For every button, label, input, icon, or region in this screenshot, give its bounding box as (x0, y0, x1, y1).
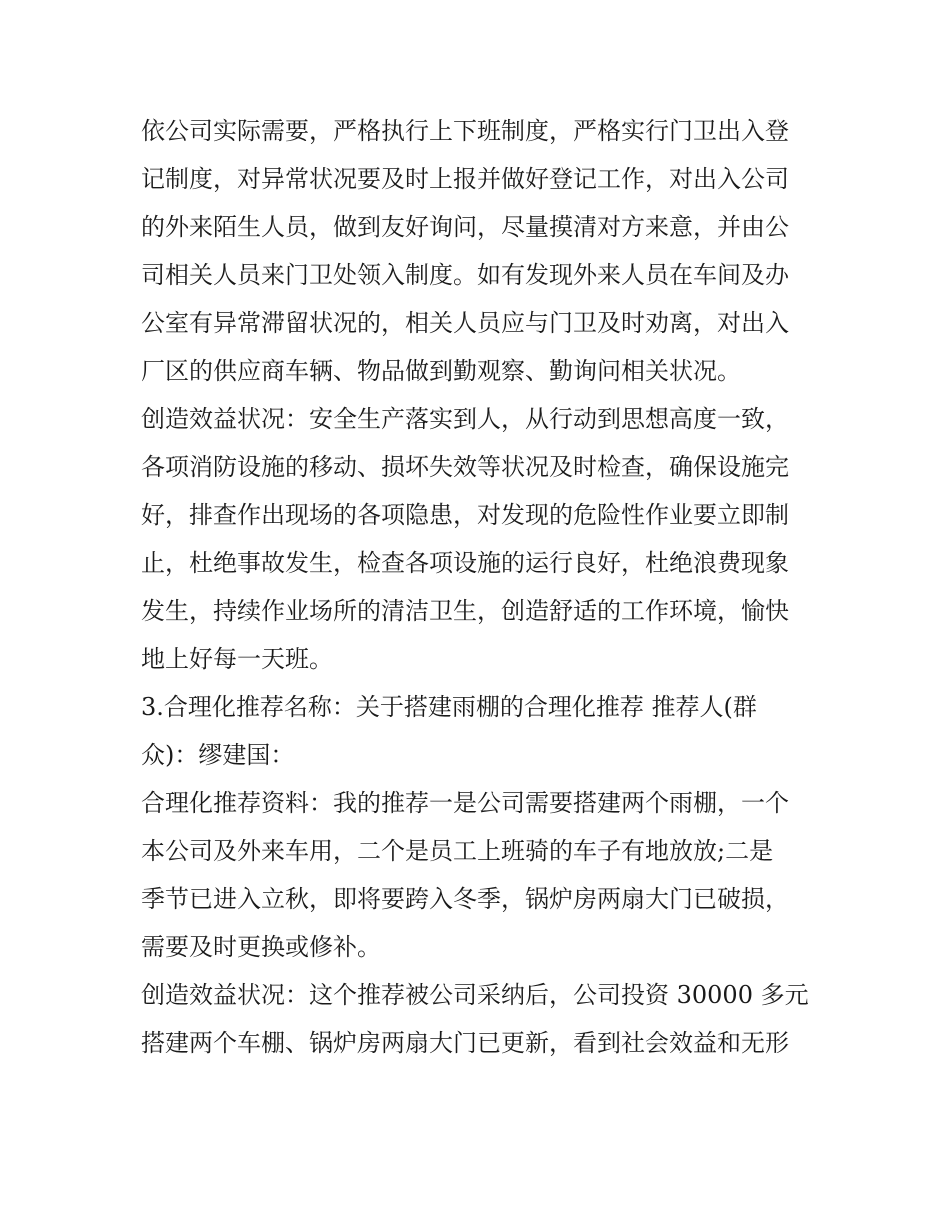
text-line: 搭建两个车棚、锅炉房两扇大门已更新，看到社会效益和无形 (141, 1029, 789, 1057)
text-line: 的外来陌生人员，做到友好询问，尽量摸清对方来意，并由公 (141, 213, 789, 241)
text-line: 依公司实际需要，严格执行上下班制度，严格实行门卫出入登 (141, 117, 789, 145)
document-body (141, 107, 831, 1067)
text-line: 好，排查作出现场的各项隐患，对发现的危险性作业要立即制 (141, 501, 789, 529)
text-line: 发生，持续作业场所的清洁卫生，创造舒适的工作环境，愉快 (141, 597, 789, 625)
text-line: 厂区的供应商车辆、物品做到勤观察、勤询问相关状况。 (141, 357, 741, 385)
text-line: 季节已进入立秋，即将要跨入冬季，锅炉房两扇大门已破损， (141, 885, 789, 913)
text-line: 合理化推荐资料：我的推荐一是公司需要搭建两个雨棚，一个 (141, 789, 789, 817)
text-line: 各项消防设施的移动、损坏失效等状况及时检查，确保设施完 (141, 453, 789, 481)
text-line: 本公司及外来车用，二个是员工上班骑的车子有地放放;二是 (141, 837, 774, 865)
text-line: 止，杜绝事故发生，检查各项设施的运行良好，杜绝浪费现象 (141, 549, 789, 577)
text-line: 地上好每一天班。 (141, 645, 333, 673)
text-line: 3.合理化推荐名称：关于搭建雨棚的合理化推荐 推荐人(群 (141, 693, 757, 721)
text-line: 需要及时更换或修补。 (141, 933, 381, 961)
text-line: 公室有异常滞留状况的，相关人员应与门卫及时劝离，对出入 (141, 309, 789, 337)
text-line: 记制度，对异常状况要及时上报并做好登记工作，对出入公司 (141, 165, 789, 193)
text-line: 司相关人员来门卫处领入制度。如有发现外来人员在车间及办 (141, 261, 789, 289)
text-line: 创造效益状况：安全生产落实到人，从行动到思想高度一致， (141, 405, 789, 433)
text-line: 创造效益状况：这个推荐被公司采纳后，公司投资 30000 多元 (141, 981, 809, 1009)
text-line: 众)：缪建国： (141, 741, 295, 769)
